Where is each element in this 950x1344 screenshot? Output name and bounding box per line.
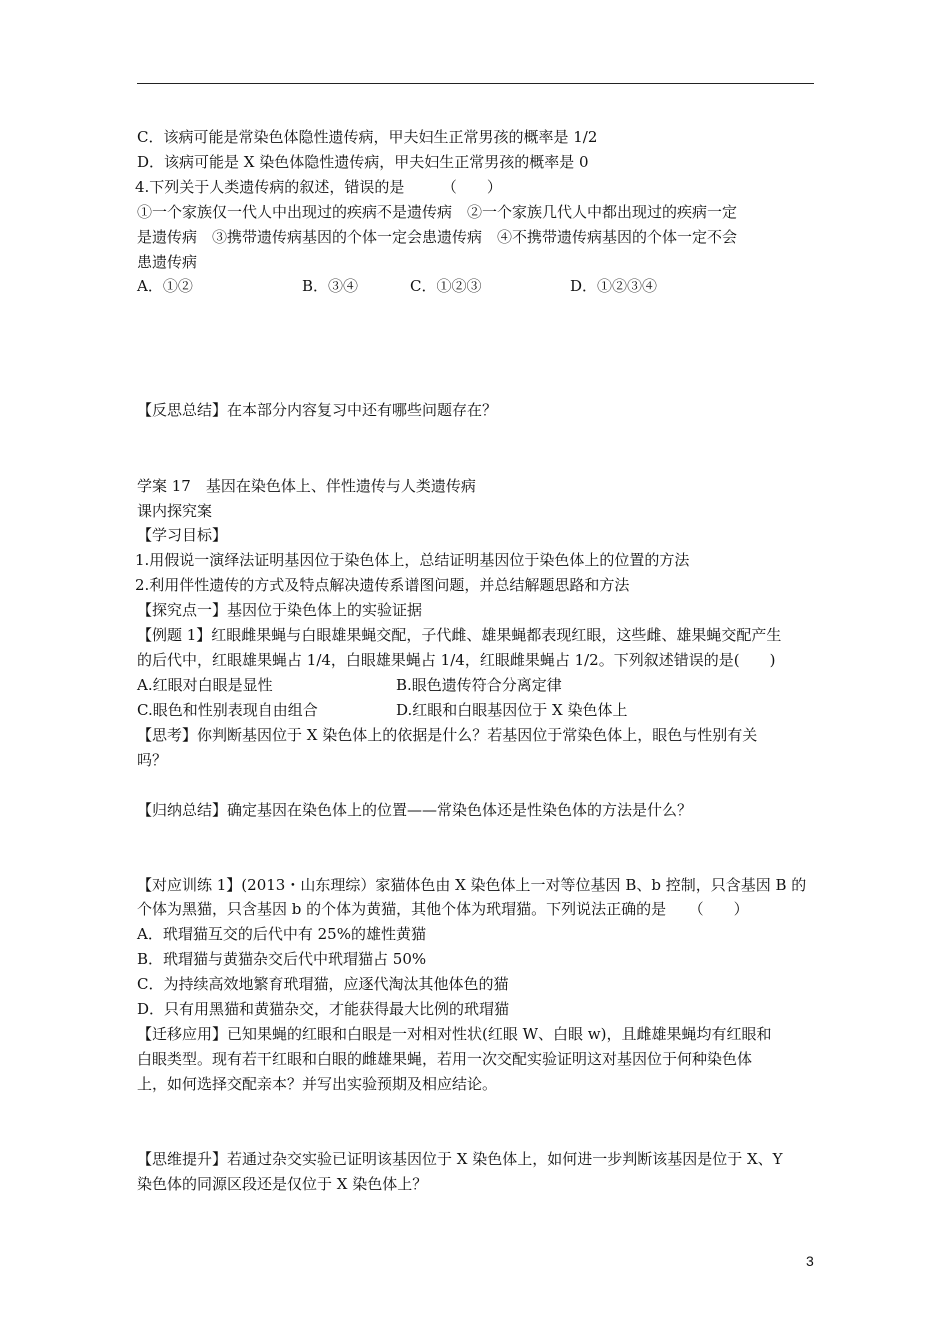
example-1-line-2: 的后代中，红眼雄果蝇占 1/4，白眼雄果蝇占 1/4，红眼雌果蝇占 1/2。下列叙述错误的是( )	[137, 651, 776, 669]
page-number: 3	[806, 1253, 814, 1269]
section-title: 学案 17 基因在染色体上、伴性遗传与人类遗传病	[137, 477, 476, 495]
training-1-option-a: A．玳瑁猫互交的后代中有 25%的雄性黄猫	[137, 925, 426, 943]
q4-option-c: C．①②③	[410, 277, 482, 295]
training-1-option-d: D．只有用黑猫和黄猫杂交，才能获得最大比例的玳瑁猫	[137, 1000, 510, 1018]
transfer-line-2: 白眼类型。现有若干红眼和白眼的雌雄果蝇，若用一次交配实验证明这对基因位于何种染色体	[137, 1050, 753, 1068]
explore-point-1: 【探究点一】基因位于染色体上的实验证据	[137, 601, 423, 619]
induction-summary: 【归纳总结】确定基因在染色体上的位置——常染色体还是性染色体的方法是什么？	[137, 801, 693, 819]
training-1-line-1: 【对应训练 1】(2013・山东理综）家猫体色由 X 染色体上一对等位基因 B、b 控制，只含基因 B 的	[137, 876, 807, 894]
example-1-option-d: D.红眼和白眼基因位于 X 染色体上	[396, 701, 628, 719]
learning-goal-2: 2.利用伴性遗传的方式及特点解决遗传系谱图问题，并总结解题思路和方法	[135, 576, 630, 594]
q4-stem: 4.下列关于人类遗传病的叙述，错误的是 （ ）	[135, 178, 502, 196]
think-line-2: 吗？	[137, 751, 168, 769]
reflection-summary: 【反思总结】在本部分内容复习中还有哪些问题存在？	[137, 401, 498, 419]
example-1-line-1: 【例题 1】红眼雌果蝇与白眼雄果蝇交配，子代雌、雄果蝇都表现红眼，这些雌、雄果蝇交配产生	[137, 626, 782, 644]
q4-option-d: D．①②③④	[570, 277, 658, 295]
training-1-option-b: B．玳瑁猫与黄猫杂交后代中玳瑁猫占 50%	[137, 950, 427, 968]
header-rule	[137, 83, 814, 84]
q4-option-b: B．③④	[302, 277, 359, 295]
training-1-option-c: C．为持续高效地繁育玳瑁猫，应逐代淘汰其他体色的猫	[137, 975, 509, 993]
learning-goal-1: 1.用假说一演绎法证明基因位于染色体上，总结证明基因位于染色体上的位置的方法	[135, 551, 690, 569]
q3-option-d: D．该病可能是 X 染色体隐性遗传病，甲夫妇生正常男孩的概率是 0	[137, 153, 589, 171]
training-1-line-2: 个体为黑猫，只含基因 b 的个体为黄猫，其他个体为玳瑁猫。下列说法正确的是 （ ）	[137, 900, 749, 918]
learning-goals-heading: 【学习目标】	[137, 526, 228, 544]
example-1-option-c: C.眼色和性别表现自由组合	[137, 701, 318, 719]
example-1-option-b: B.眼色遗传符合分离定律	[396, 676, 562, 694]
q4-option-a: A．①②	[137, 277, 193, 295]
q3-option-c: C．该病可能是常染色体隐性遗传病，甲夫妇生正常男孩的概率是 1/2	[137, 128, 598, 146]
thinking-up-line-2: 染色体的同源区段还是仅位于 X 染色体上？	[137, 1175, 428, 1193]
transfer-line-1: 【迁移应用】已知果蝇的红眼和白眼是一对相对性状(红眼 W、白眼 w)，且雌雄果蝇均有红眼和	[137, 1025, 772, 1043]
think-line-1: 【思考】你判断基因位于 X 染色体上的依据是什么？若基因位于常染色体上，眼色与性别有关	[137, 726, 758, 744]
section-subtitle: 课内探究案	[137, 502, 213, 520]
example-1-option-a: A.红眼对白眼是显性	[137, 676, 273, 694]
transfer-line-3: 上，如何选择交配亲本？并写出实验预期及相应结论。	[137, 1075, 498, 1093]
q4-line-3: 患遗传病	[137, 253, 198, 271]
q4-line-2: 是遗传病 ③携带遗传病基因的个体一定会患遗传病 ④不携带遗传病基因的个体一定不会	[137, 228, 738, 246]
thinking-up-line-1: 【思维提升】若通过杂交实验已证明该基因位于 X 染色体上，如何进一步判断该基因是位于 X、Y	[137, 1150, 783, 1168]
q4-line-1: ①一个家族仅一代人中出现过的疾病不是遗传病 ②一个家族几代人中都出现过的疾病一定	[137, 203, 738, 221]
